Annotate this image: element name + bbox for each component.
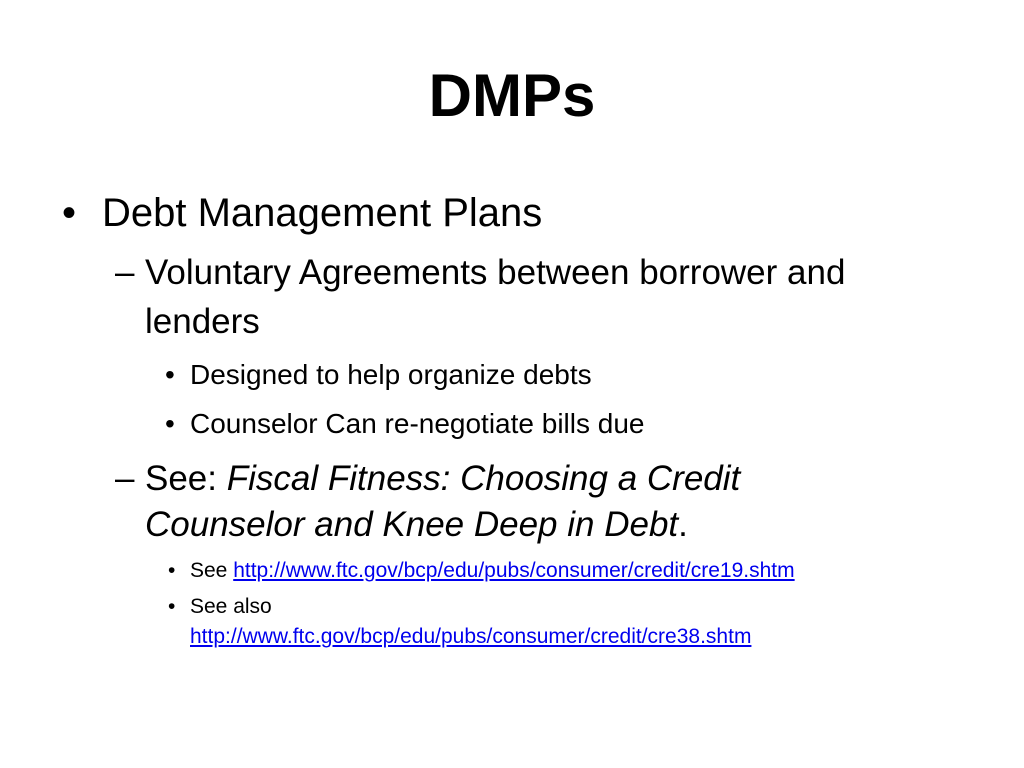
see-prefix: See:	[145, 459, 227, 498]
ftc-cre19-link[interactable]: http://www.ftc.gov/bcp/edu/pubs/consumer/credit/cre19.shtm	[233, 559, 795, 582]
item-designed-to-help: Designed to help organize debts	[190, 359, 592, 390]
subbullet-voluntary-agreements-line2: lenders	[145, 302, 260, 341]
subbullet-see-line2	[145, 503, 688, 547]
item-see-also-label: See also	[190, 595, 272, 618]
period: .	[678, 505, 688, 544]
dash-marker: –	[115, 459, 135, 498]
bullet-marker: •	[168, 559, 176, 582]
see-label: See	[190, 559, 234, 582]
bullet-marker: •	[62, 191, 77, 235]
dash-marker: –	[115, 253, 135, 292]
publication-titles-part2: Counselor and Knee Deep in Debt	[145, 505, 679, 544]
bullet-marker: •	[165, 359, 175, 390]
subbullet-voluntary-agreements-line1: Voluntary Agreements between borrower and	[145, 253, 846, 292]
ftc-cre38-link[interactable]: http://www.ftc.gov/bcp/edu/pubs/consumer/credit/cre38.shtm	[190, 625, 752, 648]
bullet-marker: •	[168, 595, 176, 618]
bullet-marker: •	[165, 408, 175, 439]
publication-titles-part1: Fiscal Fitness: Choosing a Credit	[226, 459, 741, 498]
item-counselor-renegotiate: Counselor Can re-negotiate bills due	[190, 408, 645, 439]
item-see-link	[190, 555, 795, 587]
bullet-debt-management-plans: Debt Management Plans	[102, 191, 543, 235]
slide-title: DMPs	[428, 62, 596, 129]
subbullet-see-line1	[145, 457, 740, 501]
item-see-also-link-row	[190, 621, 751, 653]
